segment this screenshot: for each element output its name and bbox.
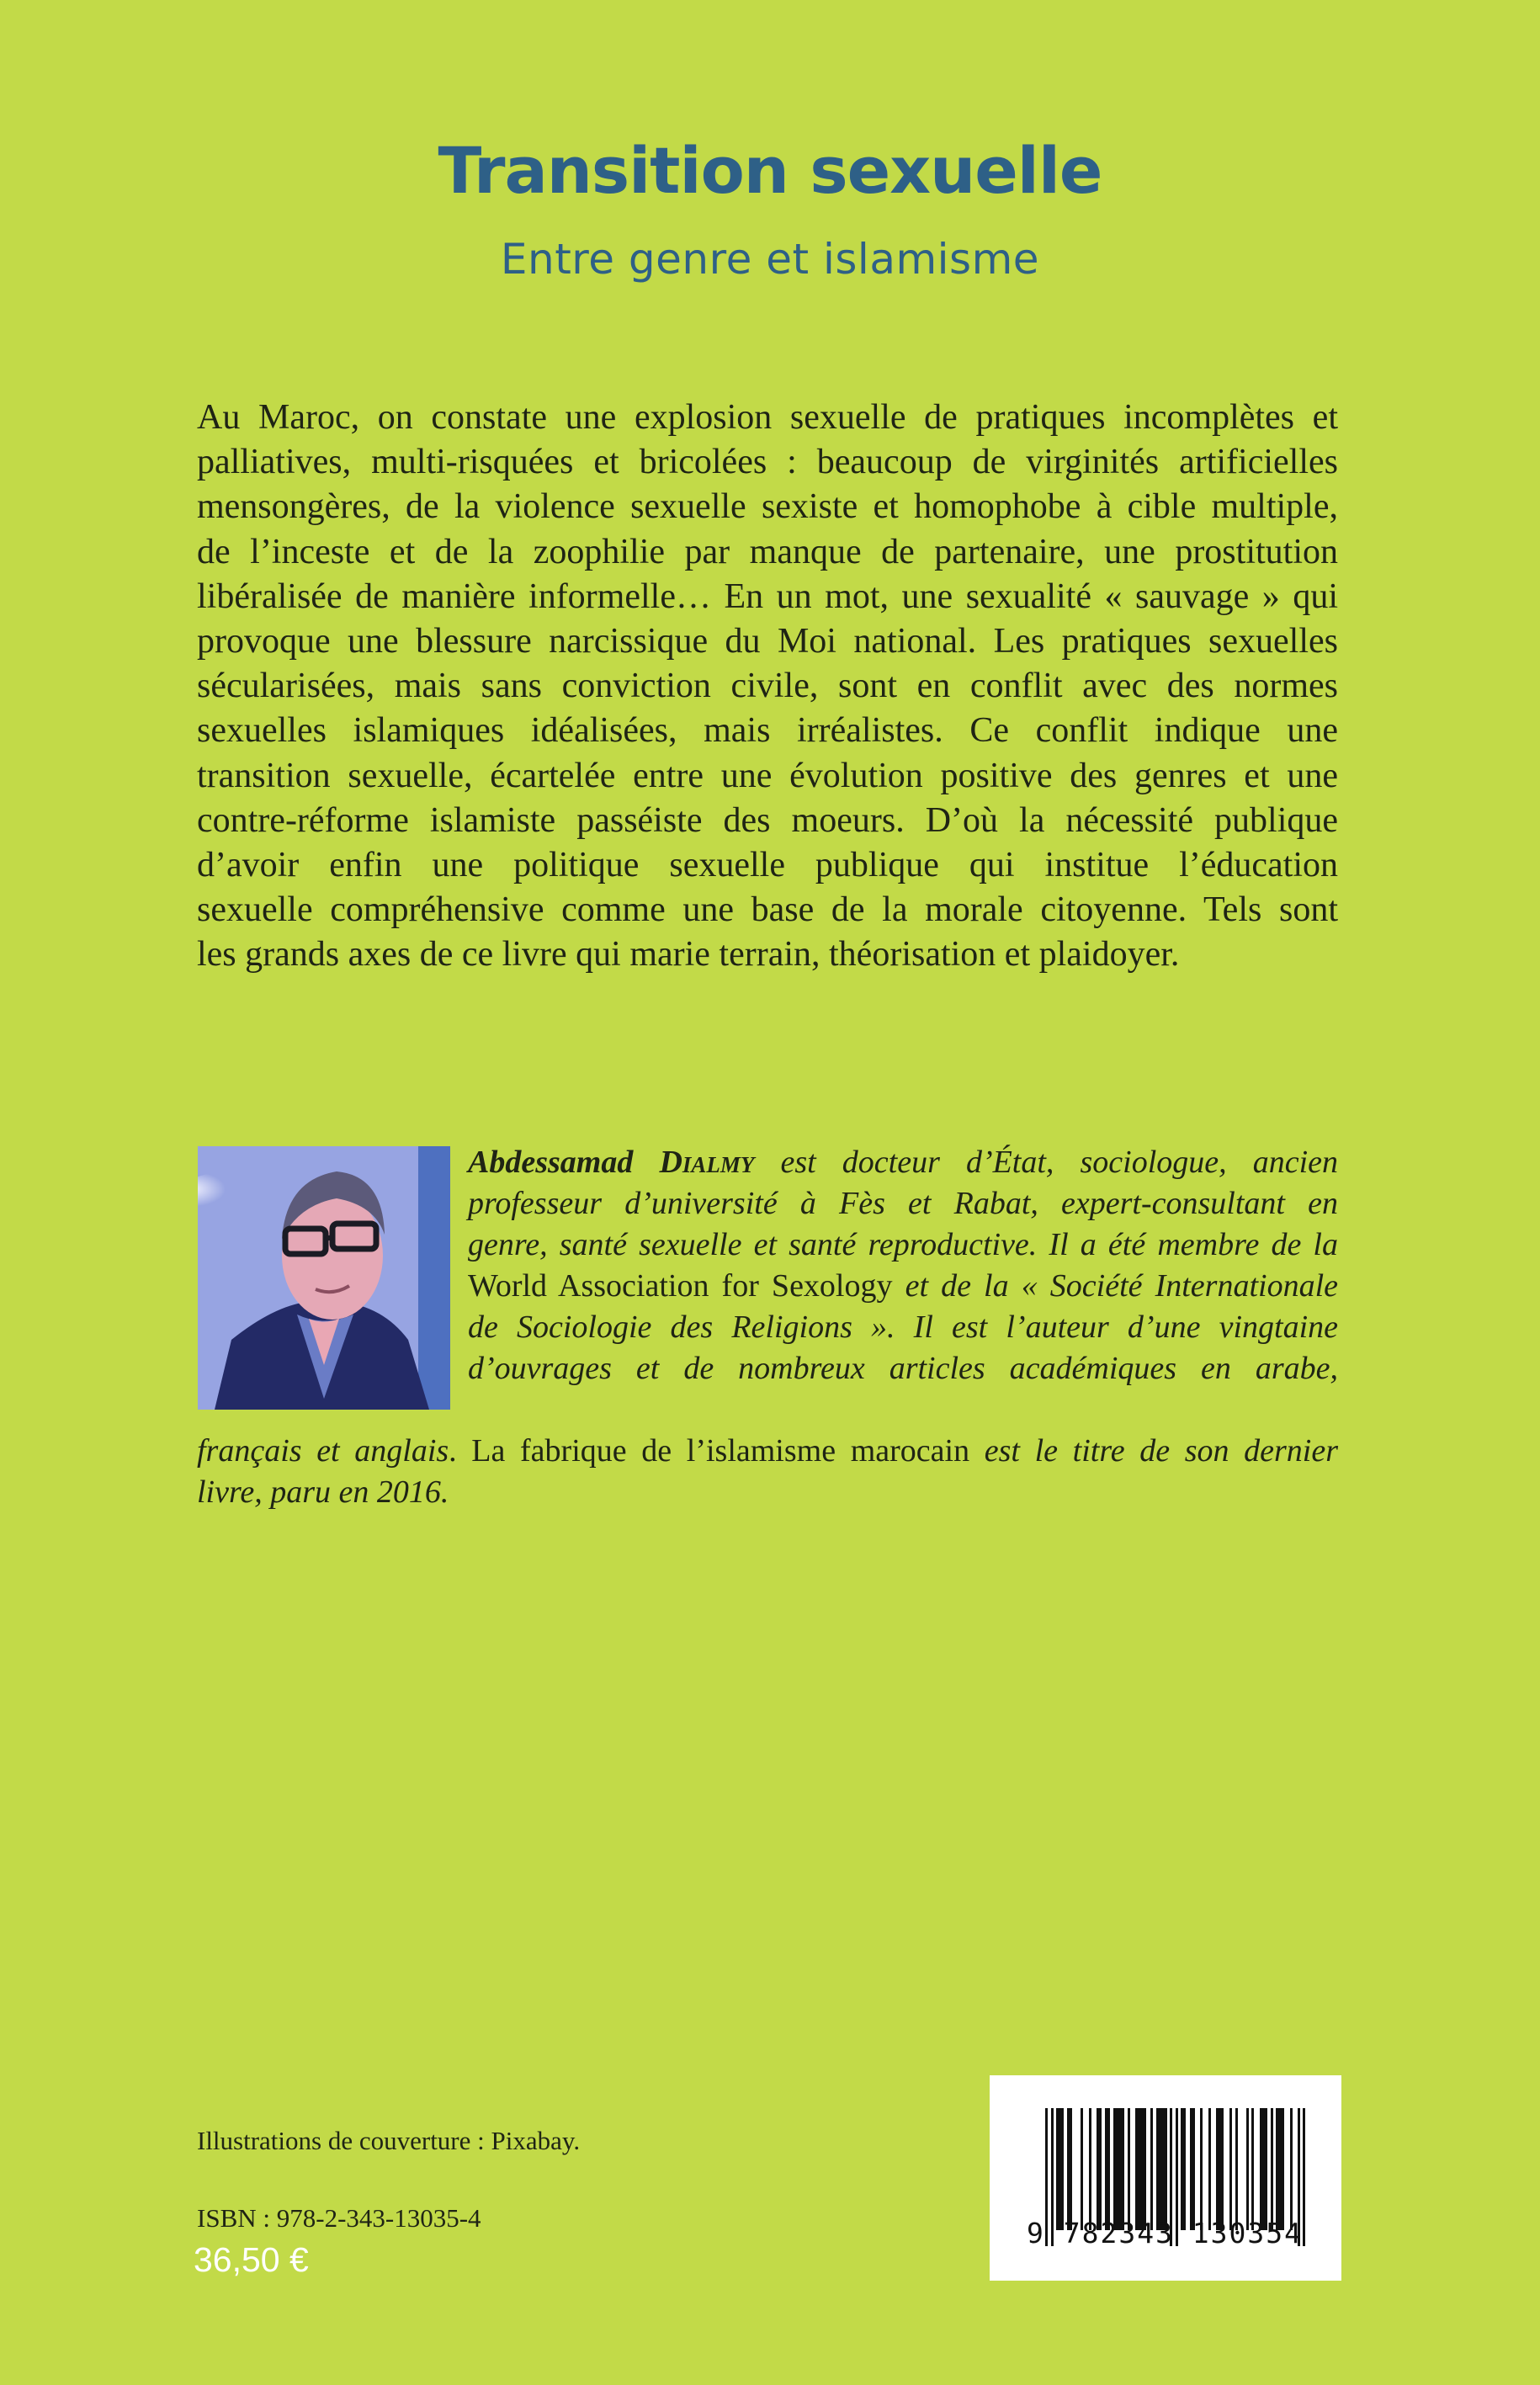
blurb-line: sécularisées, mais sans conviction civile, sont en conflit avec des normes: [197, 667, 1338, 706]
bio-line: [197, 1431, 1338, 1472]
blurb-line: mensongères, de la violence sexuelle sexiste et homophobe à cible multiple,: [197, 487, 1338, 527]
bio-book-title: . La fabrique de l’islamisme marocain: [449, 1433, 985, 1469]
barcode: [990, 2075, 1341, 2281]
blurb-line: de l’inceste et de la zoophilie par manque de partenaire, une prostitution: [197, 532, 1338, 571]
price: 36,50 €: [194, 2240, 309, 2279]
bio-line: [468, 1348, 1338, 1389]
author-portrait-illustration: [198, 1146, 450, 1410]
blurb-line: sexuelles islamiques idéalisées, mais irréalistes. Ce conflit indique une: [197, 711, 1338, 751]
blurb-line: palliatives, multi-risquées et bricolées : beaucoup de virginités artificielles: [197, 443, 1338, 482]
bio-segment: d’ouvrages et de nombreux articles académiques en arabe,: [468, 1351, 1338, 1386]
bio-line: [468, 1266, 1338, 1307]
blurb-line: les grands axes de ce livre qui marie terrain, théorisation et plaidoyer.: [197, 935, 1180, 975]
isbn: ISBN : 978-2-343-13035-4: [197, 2203, 481, 2233]
barcode-number: 9 782343 130354: [1027, 2217, 1304, 2250]
blurb-line: provoque une blessure narcissique du Moi national. Les pratiques sexuelles: [197, 622, 1338, 661]
blurb-line: sexuelle compréhensive comme une base de la morale citoyenne. Tels sont: [197, 890, 1338, 930]
bio-line: [468, 1224, 1338, 1266]
bio-segment: est le titre de son dernier: [984, 1433, 1338, 1469]
bio-organization-name: World Association for Sexology: [468, 1268, 893, 1304]
blurb-line: Au Maroc, on constate une explosion sexuelle de pratiques incomplètes et: [197, 398, 1338, 437]
cover-credits: Illustrations de couverture : Pixabay.: [197, 2126, 581, 2155]
bio-line: [197, 1472, 1338, 1513]
author-bio-beside-photo: [468, 1142, 1338, 1389]
bio-segment: genre, santé sexuelle et santé reproductive. Il a été membre de la: [468, 1227, 1338, 1262]
bio-line: [468, 1183, 1338, 1224]
blurb-line: contre-réforme islamiste passéiste des moeurs. D’où la nécessité publique: [197, 800, 1338, 840]
bio-segment: français et anglais: [197, 1433, 449, 1469]
author-photo: [198, 1146, 450, 1410]
back-cover-blurb: [197, 396, 1338, 978]
bio-segment: de Sociologie des Religions ». Il est l’auteur d’une vingtaine: [468, 1309, 1338, 1345]
blurb-line: libéralisée de manière informelle… En un mot, une sexualité « sauvage » qui: [197, 576, 1338, 616]
bio-segment: et de la « Société Internationale: [892, 1268, 1338, 1304]
bio-segment: professeur d’université à Fès et Rabat, expert-consultant en: [468, 1186, 1338, 1221]
author-last-name: Dialmy: [659, 1145, 755, 1180]
bio-line: [468, 1307, 1338, 1348]
blurb-line: d’avoir enfin une politique sexuelle publique qui institue l’éducation: [197, 846, 1338, 885]
book-subtitle: Entre genre et islamisme: [500, 235, 1040, 284]
book-title: Transition sexuelle: [438, 133, 1102, 208]
author-first-name: Abdessamad: [468, 1145, 634, 1180]
bio-segment: est docteur d’État, sociologue, ancien: [754, 1145, 1339, 1180]
bio-line: [468, 1142, 1338, 1183]
bio-segment: livre, paru en 2016.: [197, 1474, 449, 1510]
blurb-line: transition sexuelle, écartelée entre une évolution positive des genres et une: [197, 756, 1338, 795]
author-bio-full-width: [197, 1431, 1338, 1513]
